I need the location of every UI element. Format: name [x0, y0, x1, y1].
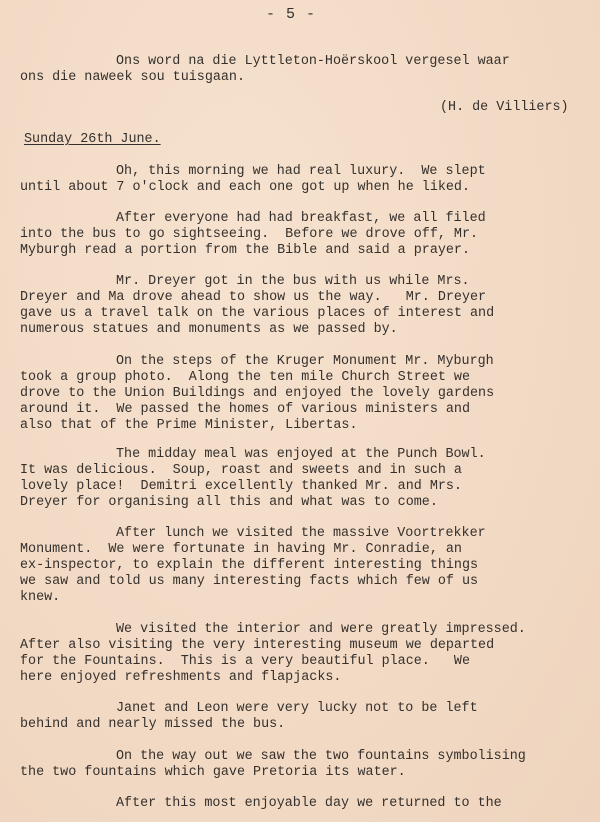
text-line: After lunch we visited the massive Voortrekker — [116, 526, 486, 541]
text-line: ons die naweek sou tuisgaan. — [20, 70, 245, 85]
text-line: After this most enjoyable day we returned to the — [116, 796, 502, 811]
text-line: Janet and Leon were very lucky not to be left — [116, 701, 478, 716]
text-line: Mr. Dreyer got in the bus with us while Mrs. — [116, 274, 470, 289]
text-line: took a group photo. Along the ten mile Church Street we — [20, 370, 470, 385]
text-line: ex-inspector, to explain the different interesting things — [20, 558, 479, 573]
text-line: for the Fountains. This is a very beautiful place. We — [20, 654, 470, 669]
section-heading: Sunday 26th June. — [24, 132, 161, 147]
text-line: here enjoyed refreshments and flapjacks. — [20, 670, 342, 685]
text-line: (H. de Villiers) — [440, 100, 569, 115]
text-line: the two fountains which gave Pretoria its water. — [20, 765, 406, 780]
text-line: lovely place! Demitri excellently thanked Mr. and Mrs. — [20, 479, 462, 494]
text-line: The midday meal was enjoyed at the Punch Bowl. — [116, 447, 486, 462]
text-line: gave us a travel talk on the various places of interest and — [20, 306, 495, 321]
text-line: Oh, this morning we had real luxury. We slept — [116, 164, 486, 179]
text-line: also that of the Prime Minister, Libertas. — [20, 418, 358, 433]
text-line: numerous statues and monuments as we passed by. — [20, 322, 398, 337]
text-line: After also visiting the very interesting museum we departed — [20, 638, 495, 653]
text-line: into the bus to go sightseeing. Before we drove off, Mr. — [20, 227, 479, 242]
text-line: On the steps of the Kruger Monument Mr. Myburgh — [116, 354, 494, 369]
text-line: Ons word na die Lyttleton-Hoërskool vergesel waar — [116, 54, 510, 69]
text-line: we saw and told us many interesting facts which few of us — [20, 574, 479, 589]
text-line: knew. — [20, 590, 61, 605]
text-line: until about 7 o'clock and each one got up when he liked. — [20, 180, 470, 195]
text-line: Dreyer and Ma drove ahead to show us the way. Mr. Dreyer — [20, 290, 487, 305]
text-line: behind and nearly missed the bus. — [20, 717, 286, 732]
text-line: We visited the interior and were greatly impressed. — [116, 622, 526, 637]
text-line: Dreyer for organising all this and what was to come. — [20, 495, 438, 510]
text-line: Myburgh read a portion from the Bible and said a prayer. — [20, 243, 470, 258]
text-line: Monument. We were fortunate in having Mr. Conradie, an — [20, 542, 462, 557]
text-line: It was delicious. Soup, roast and sweets and in such a — [20, 463, 462, 478]
text-line: around it. We passed the homes of various ministers and — [20, 402, 470, 417]
text-line: drove to the Union Buildings and enjoyed the lovely gardens — [20, 386, 495, 401]
text-line: On the way out we saw the two fountains symbolising — [116, 749, 526, 764]
page-number: - 5 - — [266, 6, 317, 23]
text-line: After everyone had had breakfast, we all filed — [116, 211, 486, 226]
